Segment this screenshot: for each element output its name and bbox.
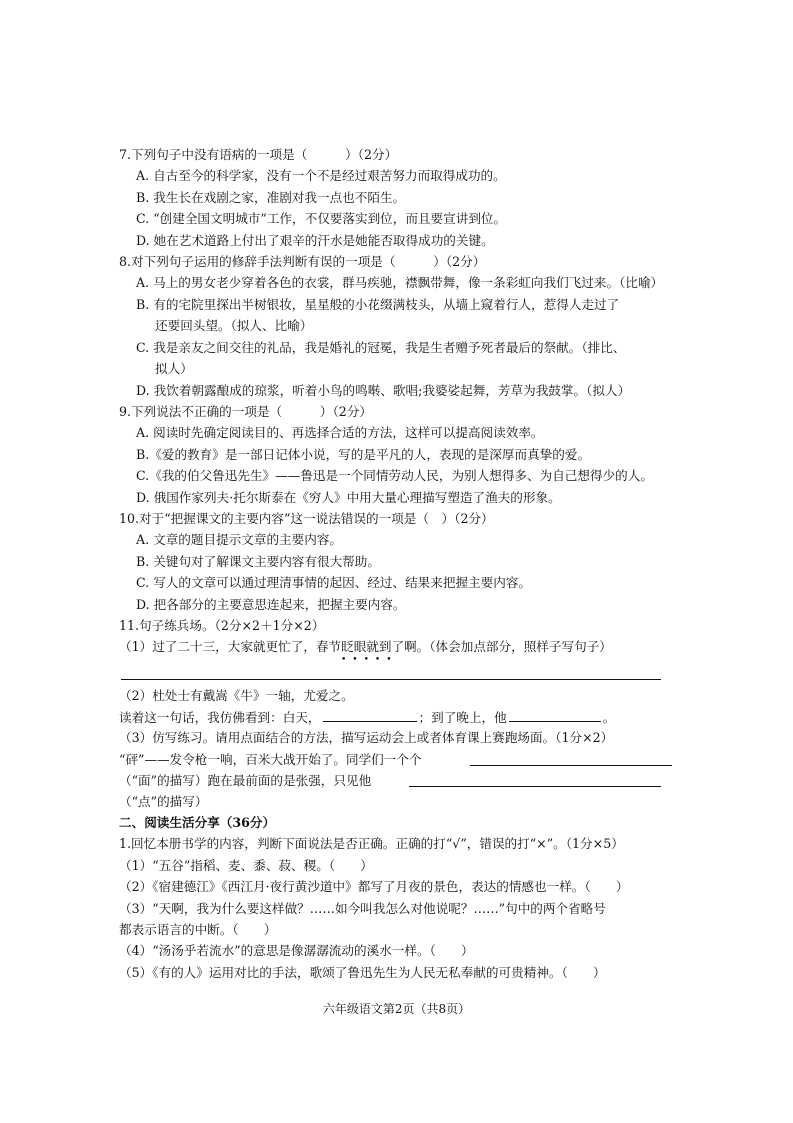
q7-stem: 7.下列句子中没有语病的一项是（ ）（2分） (119, 147, 398, 162)
q11-part3-mian: （“面”的描写）跑在最前面的是张强，只见他 (119, 773, 372, 788)
q11-part3-start: “砰”——发令枪一响，百米大战开始了。同学们一个个 (119, 752, 422, 767)
answer-blank-night[interactable] (509, 708, 601, 722)
q10-option-d: D. 把各部分的主要意思连起来，把握主要内容。 (136, 597, 406, 612)
q10-option-c: C. 写人的文章可以通过理清事情的起因、经过、结果来把握主要内容。 (136, 575, 532, 590)
q9-stem: 9.下列说法不正确的一项是（ ）（2分） (119, 404, 373, 419)
q8-option-b-cont: 还要回头望。（拟人、比喻） (155, 318, 313, 333)
judge-item-2: （2）《宿建德江》《西江月·夜行黄沙道中》都写了月夜的景色，表达的情感也一样。（ ） (119, 879, 629, 894)
q7-option-b: B. 我生长在戏剧之家，准剧对我一点也不陌生。 (136, 190, 406, 205)
q9-option-d: D. 俄国作家列夫·托尔斯泰在《穷人》中用大量心理描写塑造了渔夫的形象。 (136, 490, 561, 505)
q11-part2-text-c: 。 (602, 710, 616, 725)
q11-part1: （1）过了二十三，大家就更忙了，春节眨眼就到了啊。（体会加点部分，照样子写句子） (119, 639, 612, 654)
judge-item-3-cont: 都表示语言的中断。（ ） (119, 922, 277, 937)
q11-part2: （2）杜处士有戴嵩《牛》一轴，尤爱之。 (119, 688, 354, 703)
judge-item-3: （3）“天啊，我为什么要这样做？……如今叫我怎么对他说呢？……”句中的两个省略号 (119, 901, 606, 916)
q9-option-a: A. 阅读时先确定阅读目的、再选择合适的方法，这样可以提高阅读效率。 (136, 425, 544, 440)
q11-part2-text-b: ；到了晚上，他 (418, 710, 507, 725)
q11-part3-dian: （“点”的描写） (119, 794, 208, 809)
page-footer: 六年级语文第2页（共8页） (322, 1002, 471, 1016)
answer-line-mian[interactable] (470, 765, 672, 766)
judge-item-4: （4）“汤汤乎若流水”的意思是像潺潺流动的溪水一样。（ ） (119, 943, 474, 958)
emphasis-dots: ••••• (341, 655, 398, 665)
q8-option-d: D. 我饮着朝露酿成的琼浆，听着小鸟的鸣啭、歌唱;我婆娑起舞，芳草为我鼓掌。（拟人） (136, 383, 631, 398)
q7-option-d: D. 她在艺术道路上付出了艰辛的汗水是她能否取得成功的关键。 (136, 233, 494, 248)
q8-option-a: A. 马上的男女老少穿着各色的衣裳，群马疾驰，襟飘带舞，像一条彩虹向我们飞过来。（比喻） (136, 275, 664, 290)
q11-part3: （3）仿写练习。请用点面结合的方法，描写运动会上或者体育课上赛跑场面。（1分×2） (119, 730, 614, 745)
q7-option-a: A. 自古至今的科学家，没有一个不是经过艰苦努力而取得成功的。 (136, 168, 506, 183)
q11-part2-text-a: 读着这一句话，我仿佛看到：白天， (119, 710, 321, 725)
q8-option-b: B. 有的宅院里探出半树银妆，星星般的小花缀满枝头，从墙上窥着行人，惹得人走过了 (136, 297, 620, 312)
q10-option-b: B. 关键句对了解课文主要内容有很大帮助。 (136, 554, 380, 569)
q10-stem: 10.对于“把握课文的主要内容”这一说法错误的一项是（ ）（2分） (119, 511, 494, 526)
q10-option-a: A. 文章的题目提示文章的主要内容。 (136, 532, 343, 547)
q9-option-b: B.《爱的教育》是一部日记体小说，写的是平凡的人，表现的是深厚而真挚的爱。 (136, 447, 591, 462)
answer-line-dian[interactable] (409, 786, 661, 787)
q8-option-c: C. 我是亲友之间交往的礼品，我是婚礼的冠冕，我是生者赠予死者最后的祭献。（排比、 (136, 340, 626, 355)
judge-item-5: （5）《有的人》运用对比的手法，歌颂了鲁迅先生为人民无私奉献的可贵精神。（ ） (119, 965, 606, 980)
answer-blank-day[interactable] (323, 708, 417, 722)
q8-option-c-cont: 拟人） (155, 361, 193, 376)
q7-option-c: C. “创建全国文明城市”工作，不仅要落实到位，而且要宣讲到位。 (136, 211, 507, 226)
judge-item-1: （1）“五谷”指稻、麦、黍、菽、稷。（ ） (119, 858, 373, 873)
q11-stem: 11.句子练兵场。（2分×2＋1分×2） (119, 618, 325, 633)
q9-option-c: C.《我的伯父鲁迅先生》——鲁迅是一个同情劳动人民，为别人想得多、为自己想得少的人。 (136, 468, 653, 483)
q11-part2-prompt (119, 708, 615, 727)
answer-line-1[interactable] (121, 679, 661, 680)
section2-q1-stem: 1.回忆本册书学的内容，判断下面说法是否正确。正确的打“√”，错误的打“×”。（1分×5） (119, 836, 624, 851)
section2-title: 二、阅读生活分享（36分） (119, 815, 276, 830)
q8-stem: 8.对下列句子运用的修辞手法判断有误的一项是（ ）（2分） (119, 254, 486, 269)
